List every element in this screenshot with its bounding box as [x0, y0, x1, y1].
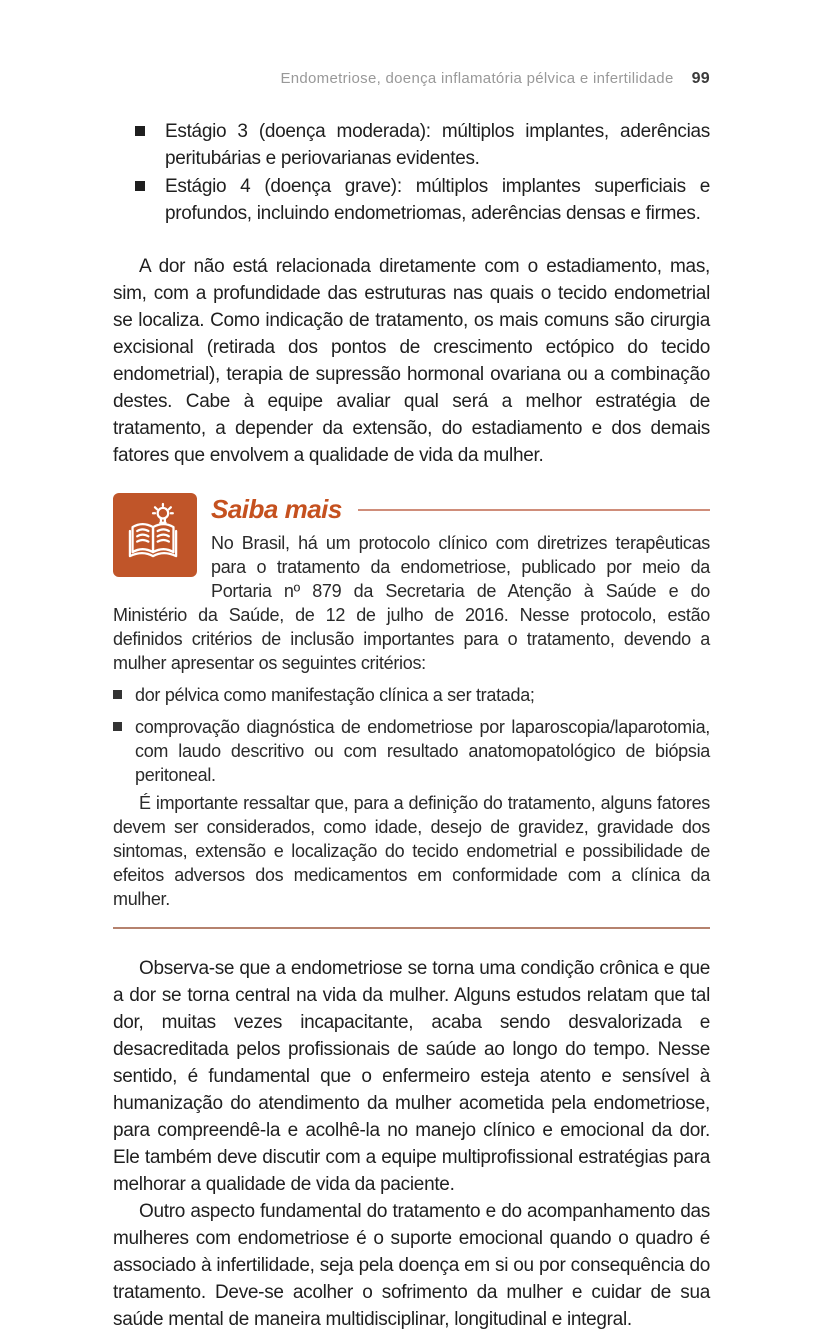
square-bullet-icon [135, 126, 145, 136]
list-item-text: Estágio 4 (doença grave): múltiplos implantes superficiais e profundos, incluindo endometriomas, aderências densas e firmes. [165, 176, 710, 224]
list-item-text: Estágio 3 (doença moderada): múltiplos implantes, aderências peritubárias e periovarianas evidentes. [165, 121, 710, 169]
saiba-mais-header [211, 491, 710, 527]
square-bullet-icon [113, 722, 122, 731]
open-book-lightbulb-icon [122, 502, 188, 568]
square-bullet-icon [113, 690, 122, 699]
list-item [113, 715, 710, 787]
saiba-mais-icon-badge [113, 493, 197, 577]
page-number: 99 [691, 70, 710, 87]
list-item-text: dor pélvica como manifestação clínica a ser tratada; [135, 685, 535, 705]
list-item [113, 683, 710, 707]
criteria-list [113, 683, 710, 787]
paragraph-treatment: A dor não está relacionada diretamente com o estadiamento, mas, sim, com a profundidade das estruturas nas quais o tecido endometrial se localiza. Como indicação de tratamento, os mais comuns são cirurgia excisional (retirada dos pontos de crescimento ectópico do tecido endometrial), terapia de supressão hormonal ovariana ou a combinação destes. Cabe à equipe avaliar qual será a melhor estratégia de tratamento, a depender da extensão, do estadiamento e dos demais fatores que envolvem a qualidade de vida da mulher. [113, 256, 710, 466]
stage-list [135, 118, 710, 227]
title-rule [358, 509, 710, 511]
running-header [113, 70, 710, 88]
paragraph-chronic-condition: Observa-se que a endometriose se torna uma condição crônica e que a dor se torna central na vida da mulher. Alguns estudos relatam que tal dor, muitas vezes incapacitante, acaba sendo desvalorizada e desacreditada pelos profissionais de saúde ao longo do tempo. Nesse sentido, é fundamental que o enfermeiro esteja atento e sensível à humanização do atendimento da mulher acometida pela endometriose, para compreendê-la e acolhê-la no manejo clínico e emocional da dor. Ele também deve discutir com a equipe multiprofissional estratégias para melhorar a qualidade de vida da paciente. [113, 958, 710, 1195]
chapter-title: Endometriose, doença inflamatória pélvica e infertilidade [280, 70, 674, 87]
list-item-text: comprovação diagnóstica de endometriose por laparoscopia/laparotomia, com laudo descritivo ou com resultado anatomopatológico de biópsia peritoneal. [135, 717, 710, 785]
saiba-mais-note: É importante ressaltar que, para a definição do tratamento, alguns fatores devem ser considerados, como idade, desejo de gravidez, gravidade dos sintomas, extensão e localização do tecido endometrial e possibilidade de efeitos adversos dos medicamentos em conformidade com a clínica da mulher. [113, 793, 710, 909]
square-bullet-icon [135, 181, 145, 191]
saiba-mais-intro: No Brasil, há um protocolo clínico com diretrizes terapêuticas para o tratamento da endometriose, publicado por meio da Portaria nº 879 da Secretaria de Atenção à Saúde e do Ministério da Saúde, de 12 de julho de 2016. Nesse protocolo, estão definidos critérios de inclusão importantes para o tratamento, devendo a mulher apresentar os seguintes critérios: [113, 533, 710, 673]
saiba-mais-box [113, 491, 710, 929]
saiba-mais-title: Saiba mais [211, 493, 342, 524]
list-item [135, 118, 710, 172]
paragraph-emotional-support: Outro aspecto fundamental do tratamento e do acompanhamento das mulheres com endometriose é o suporte emocional quando o quadro é associado à infertilidade, seja pela doença em si ou por consequência do tratamento. Deve-se acolher o sofrimento da mulher e cuidar de sua saúde mental de maneira multidisciplinar, longitudinal e integral. [113, 1201, 710, 1330]
section-divider [113, 927, 710, 929]
list-item [135, 173, 710, 227]
